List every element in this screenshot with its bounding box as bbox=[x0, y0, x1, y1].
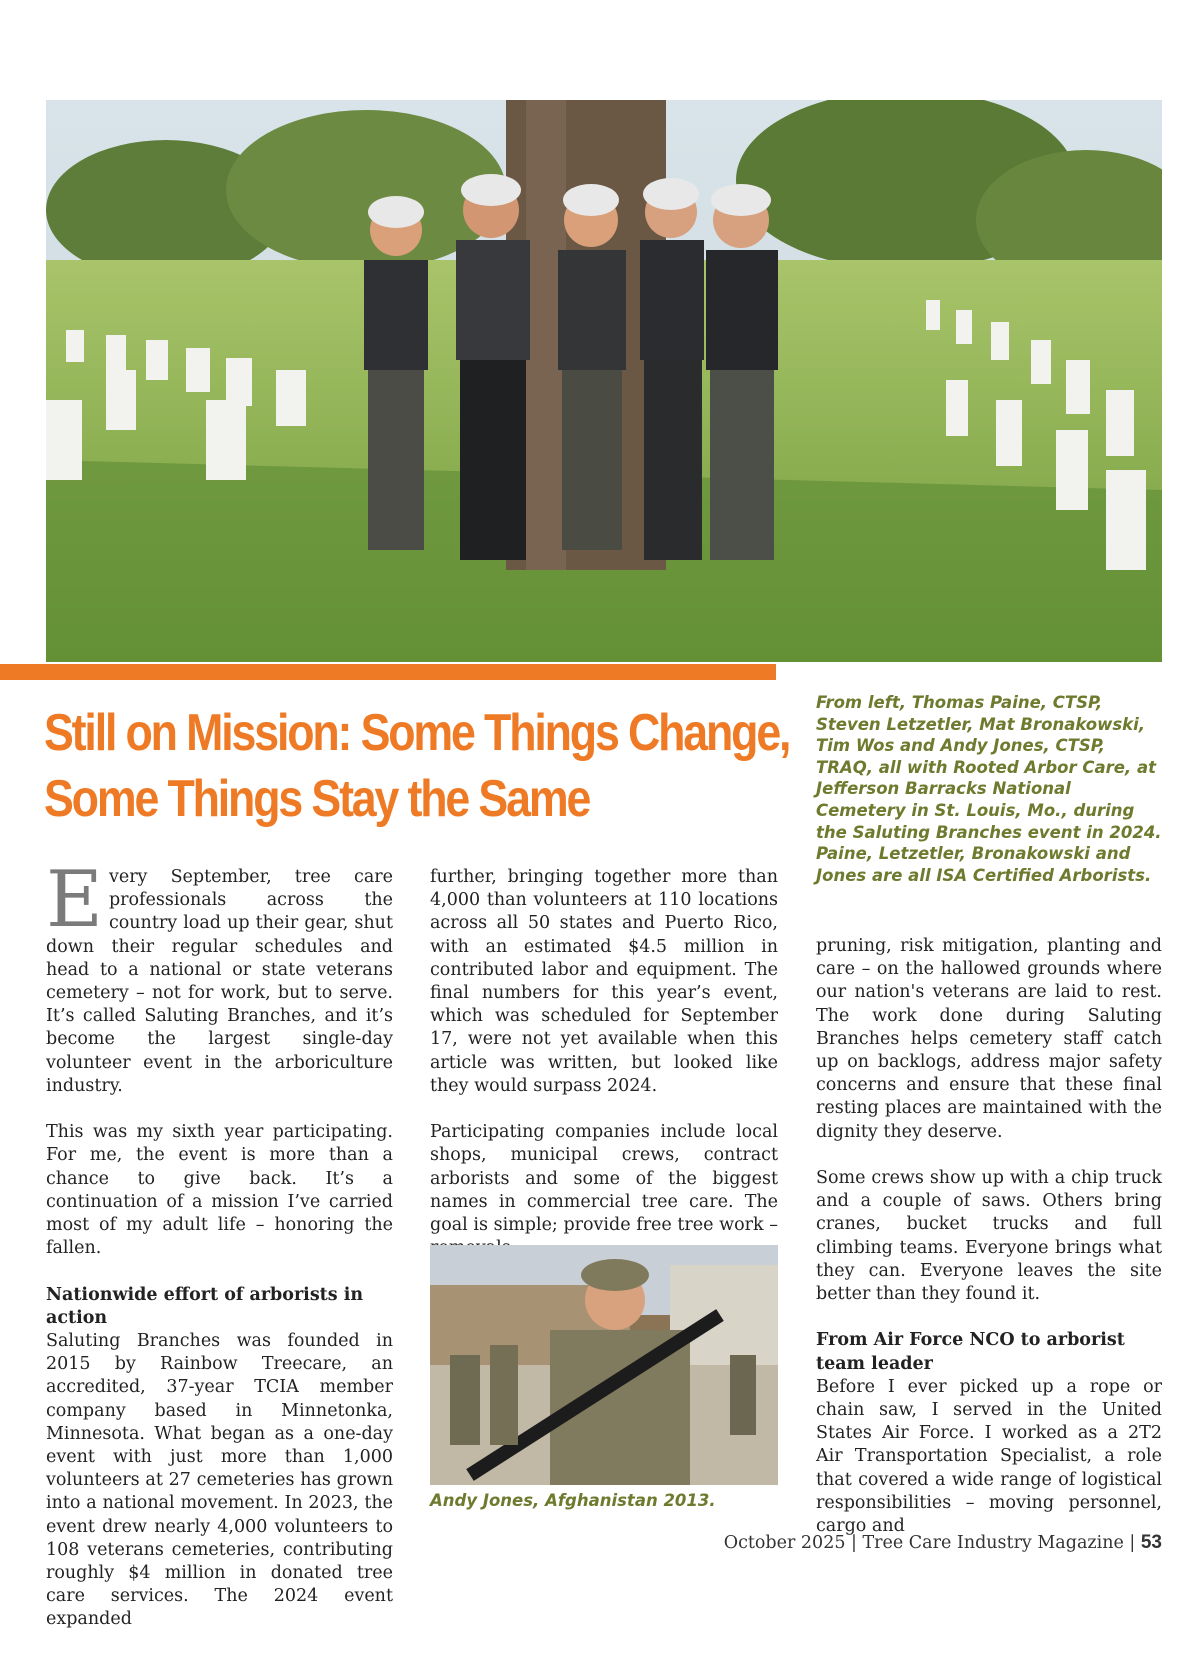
paragraph: Before I ever picked up a rope or chain saw, I served in the United States Air Force. I worked as a 2T2 Air Transportation Specialist, a role that covered a wide range of logistical responsibilities – moving personnel, cargo and bbox=[816, 1376, 1162, 1537]
page-footer bbox=[724, 1532, 1162, 1554]
paragraph: Some crews show up with a chip truck and a couple of saws. Others bring cranes, bucket trucks and full climbing teams. Everyone brings what they can. Everyone leaves the site better than they found it. bbox=[816, 1168, 1162, 1305]
inset-caption: Andy Jones, Afghanistan 2013. bbox=[430, 1491, 716, 1510]
section-heading: From Air Force NCO to arborist team leader bbox=[816, 1330, 1125, 1374]
headline-line-1: Still on Mission: Some Things Change, bbox=[44, 704, 790, 762]
team-photo bbox=[46, 100, 1162, 662]
paragraph-text: very September, tree care professionals across the country load up their gear, shut down their regular schedules and head to a national or state veterans cemetery – not for work, but to serve. It’s called Saluting Branches, and it’s become the largest single-day volunteer event in the arboriculture industry. bbox=[46, 867, 393, 1096]
headline-line-2: Some Things Stay the Same bbox=[44, 770, 590, 828]
column-2 bbox=[430, 866, 778, 1284]
column-1 bbox=[46, 855, 393, 1655]
article-headline bbox=[44, 700, 790, 832]
paragraph: further, bringing together more than 4,000 than volunteers at 110 locations across all 50 states and Puerto Rico, with an estimated $4.5 million in contributed labor and equipment. The final numbers for this year’s event, which was scheduled for September 17, were not yet available when this article was written, but looked like they would surpass 2024. bbox=[430, 867, 778, 1096]
drop-cap: E bbox=[46, 855, 103, 945]
accent-bar bbox=[0, 664, 776, 680]
section-heading: Nationwide effort of arborists in action bbox=[46, 1284, 364, 1328]
paragraph: This was my sixth year participating. For me, the event is more than a chance to give back. It’s a continuation of a mission I’ve carried most of my adult life – honoring the fallen. bbox=[46, 1122, 393, 1259]
footer-text: October 2025 | Tree Care Industry Magazine | bbox=[723, 1533, 1136, 1553]
photo-caption: From left, Thomas Paine, CTSP, Steven Letzetler, Mat Bronakowski, Tim Wos and Andy Jones, CTSP, TRAQ, all with Rooted Arbor Care, at Jefferson Barracks National Cemetery in St. Louis, Mo., during the Saluting Branches event in 2024. Paine, Letzetler, Bronakowski and Jones are all ISA Certified Arborists. bbox=[816, 693, 1162, 885]
paragraph: pruning, risk mitigation, planting and care – on the hallowed grounds where our nation's veterans are laid to rest. The work done during Saluting Branches helps cemetery staff catch up on backlogs, address major safety concerns and ensure that these final resting places are maintained with the dignity they deserve. bbox=[816, 936, 1162, 1142]
page-number: 53 bbox=[1140, 1532, 1162, 1553]
soldier-photo bbox=[430, 1245, 778, 1485]
paragraph: Participating companies include local shops, municipal crews, contract arborists and some of the biggest names in commercial tree care. The goal is simple; provide free tree work – bbox=[430, 1122, 778, 1236]
paragraph bbox=[46, 855, 393, 1098]
column-3 bbox=[816, 935, 1162, 1561]
paragraph: Saluting Branches was founded in 2015 by Rainbow Treecare, an accredited, 37-year TCIA member company based in Minnetonka, Minnesota. What began as a one-day event with just more than 1,000 volunteers at 27 cemeteries has grown into a national movement. In 2023, the event drew nearly 4,000 volunteers to 108 veterans cemeteries, contributing roughly $4 million in donated tree care services. The 2024 event expanded bbox=[46, 1331, 393, 1630]
